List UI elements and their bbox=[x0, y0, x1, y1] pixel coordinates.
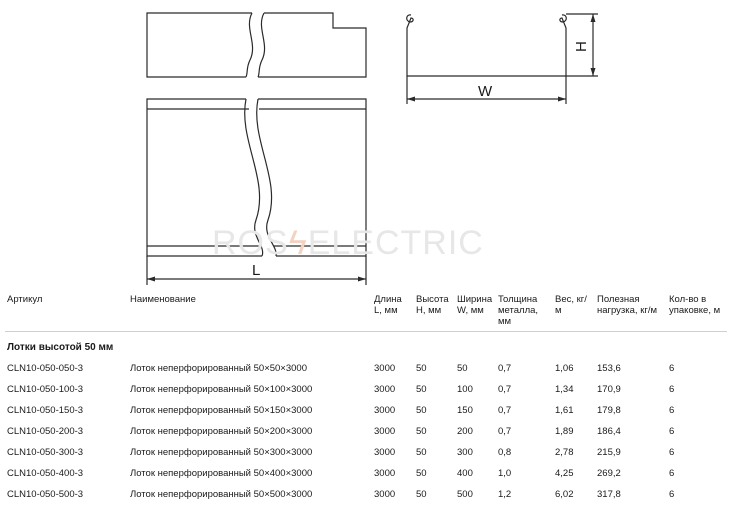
cell-height: 50 bbox=[416, 447, 427, 458]
cell-thickness: 1,2 bbox=[498, 489, 512, 500]
cell-width: 100 bbox=[457, 384, 473, 395]
cell-weight: 1,89 bbox=[555, 426, 574, 437]
dimension-label-l: L bbox=[252, 262, 261, 279]
section-title: Лотки высотой 50 мм bbox=[7, 341, 114, 353]
cell-length: 3000 bbox=[374, 489, 396, 500]
cell-package: 6 bbox=[669, 426, 675, 437]
cell-article: CLN10-050-050-3 bbox=[7, 363, 84, 374]
cell-weight: 1,34 bbox=[555, 384, 574, 395]
dimension-label-h: H bbox=[573, 41, 590, 52]
cell-thickness: 0,7 bbox=[498, 426, 512, 437]
cell-thickness: 1,0 bbox=[498, 468, 512, 479]
table-row bbox=[5, 379, 727, 400]
watermark-logo bbox=[212, 224, 484, 263]
cell-width: 300 bbox=[457, 447, 473, 458]
cell-thickness: 0,8 bbox=[498, 447, 512, 458]
cell-length: 3000 bbox=[374, 405, 396, 416]
dimension-label-w: W bbox=[478, 83, 493, 100]
cell-load: 186,4 bbox=[597, 426, 621, 437]
table-row bbox=[5, 484, 727, 505]
header-package: Кол-во в упаковке, м bbox=[667, 291, 727, 332]
cell-load: 317,8 bbox=[597, 489, 621, 500]
cell-article: CLN10-050-100-3 bbox=[7, 384, 84, 395]
cell-length: 3000 bbox=[374, 384, 396, 395]
lightning-bolt-icon: ϟ bbox=[288, 224, 308, 262]
header-thickness: Толщина металла, мм bbox=[496, 291, 553, 332]
cell-height: 50 bbox=[416, 468, 427, 479]
cell-package: 6 bbox=[669, 384, 675, 395]
cell-width: 150 bbox=[457, 405, 473, 416]
cell-name: Лоток неперфорированный 50×500×3000 bbox=[130, 489, 313, 500]
cell-height: 50 bbox=[416, 489, 427, 500]
cell-article: CLN10-050-500-3 bbox=[7, 489, 84, 500]
cell-name: Лоток неперфорированный 50×400×3000 bbox=[130, 468, 313, 479]
cell-load: 179,8 bbox=[597, 405, 621, 416]
cell-load: 269,2 bbox=[597, 468, 621, 479]
cell-name: Лоток неперфорированный 50×100×3000 bbox=[130, 384, 313, 395]
cell-package: 6 bbox=[669, 363, 675, 374]
cell-width: 50 bbox=[457, 363, 468, 374]
cell-load: 215,9 bbox=[597, 447, 621, 458]
side-view-break-line bbox=[258, 13, 265, 77]
cell-package: 6 bbox=[669, 405, 675, 416]
table-row bbox=[5, 358, 727, 379]
cross-section-profile bbox=[407, 15, 567, 76]
table-header-row bbox=[5, 291, 727, 332]
cell-thickness: 0,7 bbox=[498, 405, 512, 416]
header-width: Ширина W, мм bbox=[455, 291, 496, 332]
cell-weight: 1,06 bbox=[555, 363, 574, 374]
cell-weight: 4,25 bbox=[555, 468, 574, 479]
cell-length: 3000 bbox=[374, 447, 396, 458]
side-view-break-line bbox=[246, 13, 253, 77]
cell-name: Лоток неперфорированный 50×200×3000 bbox=[130, 426, 313, 437]
cell-weight: 2,78 bbox=[555, 447, 574, 458]
cell-package: 6 bbox=[669, 468, 675, 479]
watermark-text-left: ROS bbox=[212, 224, 289, 262]
cell-weight: 6,02 bbox=[555, 489, 574, 500]
cell-thickness: 0,7 bbox=[498, 363, 512, 374]
cell-article: CLN10-050-300-3 bbox=[7, 447, 84, 458]
cell-length: 3000 bbox=[374, 426, 396, 437]
cell-package: 6 bbox=[669, 447, 675, 458]
cell-load: 153,6 bbox=[597, 363, 621, 374]
cell-article: CLN10-050-200-3 bbox=[7, 426, 84, 437]
header-height: Высота H, мм bbox=[414, 291, 455, 332]
table-row bbox=[5, 442, 727, 463]
table-row bbox=[5, 463, 727, 484]
header-article: Артикул bbox=[5, 291, 128, 332]
cell-length: 3000 bbox=[374, 468, 396, 479]
cell-name: Лоток неперфорированный 50×150×3000 bbox=[130, 405, 313, 416]
cell-width: 200 bbox=[457, 426, 473, 437]
header-length: Длина L, мм bbox=[372, 291, 414, 332]
cell-height: 50 bbox=[416, 426, 427, 437]
cell-name: Лоток неперфорированный 50×50×3000 bbox=[130, 363, 307, 374]
cell-load: 170,9 bbox=[597, 384, 621, 395]
cell-width: 400 bbox=[457, 468, 473, 479]
side-view-left-part bbox=[147, 13, 252, 77]
header-load: Полезная нагрузка, кг/м bbox=[595, 291, 667, 332]
cell-height: 50 bbox=[416, 405, 427, 416]
header-weight: Вес, кг/м bbox=[553, 291, 595, 332]
cell-height: 50 bbox=[416, 363, 427, 374]
cell-width: 500 bbox=[457, 489, 473, 500]
cell-weight: 1,61 bbox=[555, 405, 574, 416]
cell-thickness: 0,7 bbox=[498, 384, 512, 395]
cell-article: CLN10-050-400-3 bbox=[7, 468, 84, 479]
table-row bbox=[5, 421, 727, 442]
cell-package: 6 bbox=[669, 489, 675, 500]
cell-length: 3000 bbox=[374, 363, 396, 374]
header-name: Наименование bbox=[128, 291, 372, 332]
table-section-row bbox=[5, 336, 727, 358]
table-row bbox=[5, 400, 727, 421]
cell-article: CLN10-050-150-3 bbox=[7, 405, 84, 416]
cell-height: 50 bbox=[416, 384, 427, 395]
cell-name: Лоток неперфорированный 50×300×3000 bbox=[130, 447, 313, 458]
watermark-text-right: ELECTRIC bbox=[307, 224, 484, 262]
side-view-right-part bbox=[258, 13, 366, 77]
specification-table bbox=[5, 291, 727, 505]
